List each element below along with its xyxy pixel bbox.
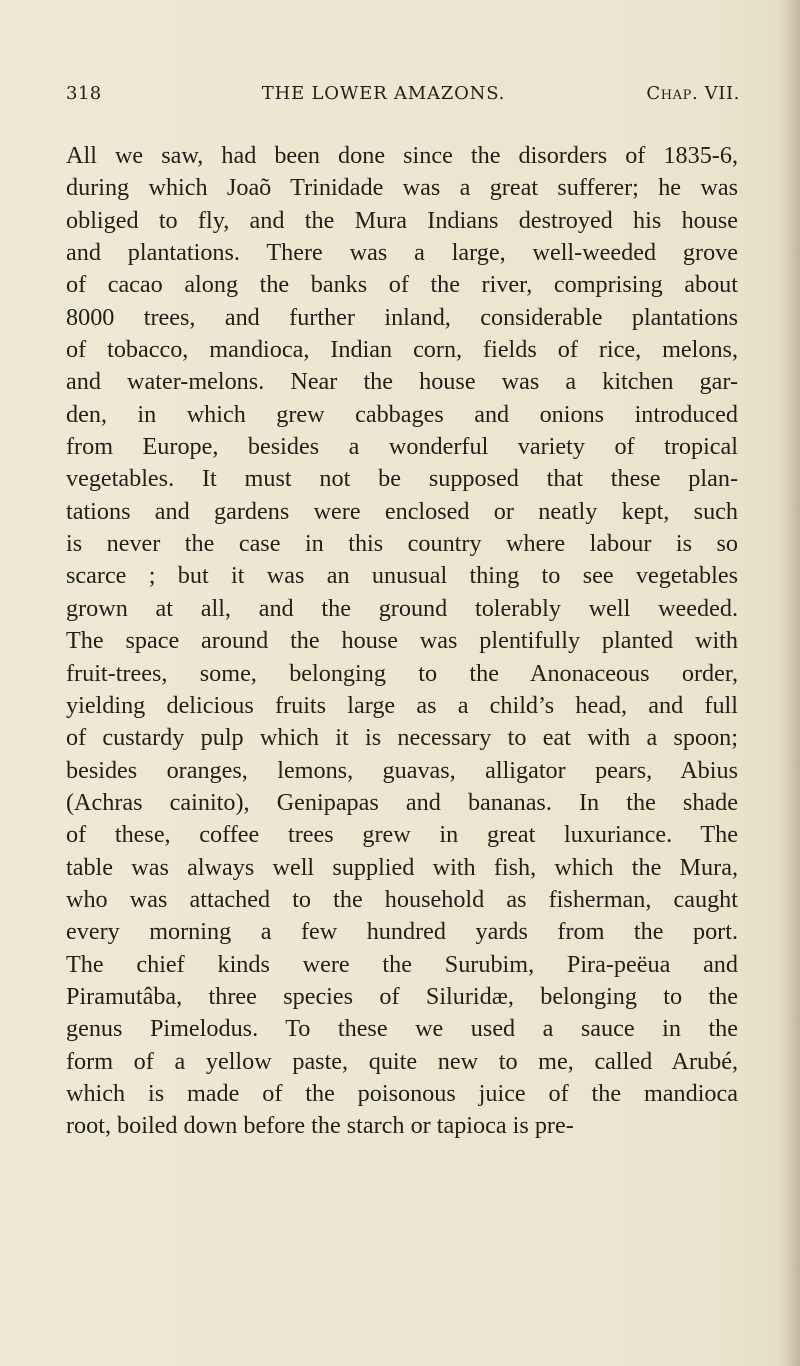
text-line-7: of tobacco, mandioca, Indian corn, fields of rice, melons,: [66, 336, 738, 364]
text-line-12: tations and gardens were enclosed or neatly kept, such: [66, 497, 738, 525]
text-line-9: den, in which grew cabbages and onions introduced: [66, 400, 738, 428]
binding-shadow: [778, 0, 800, 1366]
text-line-5: of cacao along the banks of the river, comprising about: [66, 271, 738, 299]
text-line-16: The space around the house was plentifully planted with: [66, 627, 738, 655]
text-line-15: grown at all, and the ground tolerably well weeded.: [66, 594, 738, 622]
page-number: 318: [66, 83, 102, 104]
text-line-29: form of a yellow paste, quite new to me, called Arubé,: [66, 1047, 738, 1075]
page-header: [66, 83, 740, 115]
text-line-24: who was attached to the household as fisherman, caught: [66, 885, 738, 913]
running-title: THE LOWER AMAZONS.: [261, 83, 506, 104]
text-line-17: fruit-trees, some, belonging to the Anonaceous order,: [66, 659, 738, 687]
text-line-30: which is made of the poisonous juice of the mandioca: [66, 1079, 738, 1107]
text-line-11: vegetables. It must not be supposed that these plan-: [66, 465, 738, 493]
text-line-31: root, boiled down before the starch or tapioca is pre-: [66, 1112, 574, 1140]
text-line-23: table was always well supplied with fish, which the Mura,: [66, 853, 738, 881]
text-line-18: yielding delicious fruits large as a child’s head, and full: [66, 691, 738, 719]
text-line-8: and water-melons. Near the house was a kitchen gar-: [66, 368, 738, 396]
text-line-22: of these, coffee trees grew in great luxuriance. The: [66, 821, 738, 849]
text-line-2: during which Joaõ Trinidade was a great sufferer; he was: [66, 174, 738, 202]
text-line-21: (Achras cainito), Genipapas and bananas. In the shade: [66, 788, 738, 816]
text-line-14: scarce ; but it was an unusual thing to see vegetables: [66, 562, 738, 590]
text-line-4: and plantations. There was a large, well-weeded grove: [66, 239, 738, 267]
text-line-27: Piramutâba, three species of Siluridæ, belonging to the: [66, 982, 738, 1010]
text-line-28: genus Pimelodus. To these we used a sauce in the: [66, 1015, 738, 1043]
text-line-20: besides oranges, lemons, guavas, alligator pears, Abius: [66, 756, 738, 784]
body-paragraph: [66, 140, 738, 1143]
text-line-1: All we saw, had been done since the disorders of 1835-6,: [66, 142, 738, 169]
text-line-6: 8000 trees, and further inland, considerable plantations: [66, 303, 738, 331]
text-line-13: is never the case in this country where labour is so: [66, 530, 738, 558]
text-line-26: The chief kinds were the Surubim, Pira-peëua and: [66, 950, 738, 978]
text-line-3: obliged to fly, and the Mura Indians destroyed his house: [66, 206, 738, 234]
text-line-25: every morning a few hundred yards from the port.: [66, 918, 738, 946]
text-line-19: of custardy pulp which it is necessary to eat with a spoon;: [66, 724, 738, 752]
text-line-10: from Europe, besides a wonderful variety of tropical: [66, 433, 738, 461]
chapter-label: Chap. VII.: [646, 83, 740, 104]
